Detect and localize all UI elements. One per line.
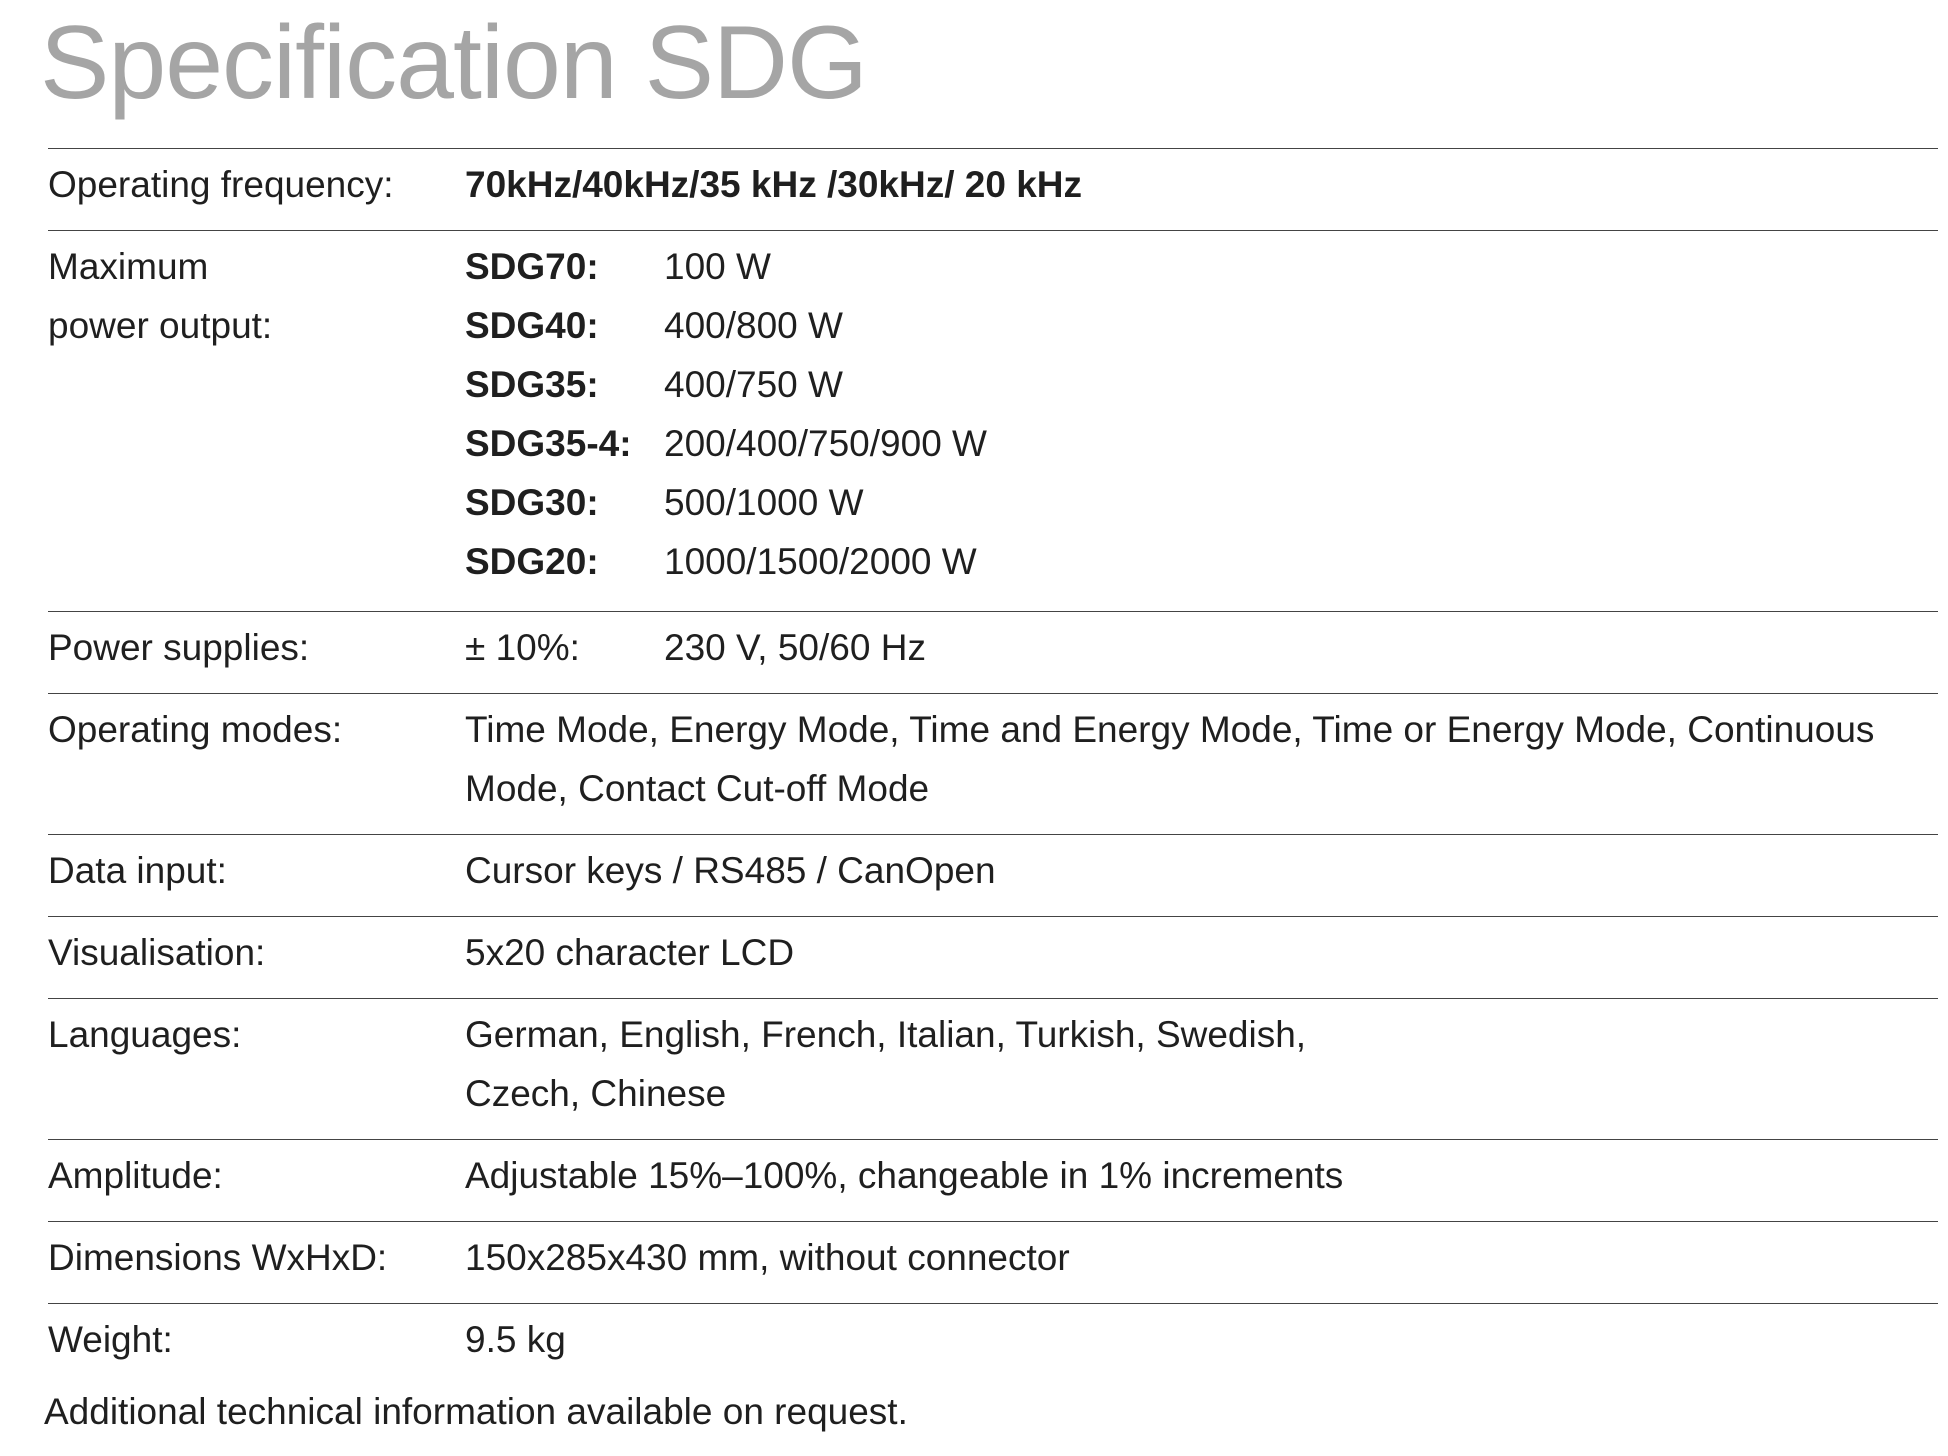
model-power: 400/800 W: [664, 305, 843, 346]
model-row: [465, 414, 1938, 473]
spec-label: Visualisation:: [48, 932, 266, 973]
spec-table: [48, 148, 1938, 1386]
model-power: 400/750 W: [664, 364, 843, 405]
spec-label: Power supplies:: [48, 627, 310, 668]
spec-value: [465, 700, 1938, 834]
model-power: 500/1000 W: [664, 482, 864, 523]
model-name: SDG30:: [465, 482, 599, 523]
model-power: 1000/1500/2000 W: [664, 541, 977, 582]
spec-label: Operating modes:: [48, 709, 343, 750]
spec-value: 5x20 character LCD: [465, 932, 795, 973]
spec-row-weight: [48, 1304, 1938, 1386]
spec-value-line: German, English, French, Italian, Turkish, Swedish,: [465, 1014, 1307, 1055]
model-row: [465, 355, 1938, 414]
tolerance-label: ± 10%:: [465, 627, 580, 668]
spec-label: Dimensions WxHxD:: [48, 1237, 388, 1278]
spec-row-data-input: [48, 835, 1938, 917]
spec-label-line: Maximum: [48, 246, 209, 287]
spec-row-amplitude: [48, 1140, 1938, 1222]
spec-value: 9.5 kg: [465, 1319, 566, 1360]
supply-value: 230 V, 50/60 Hz: [664, 627, 926, 668]
spec-row-visualisation: [48, 917, 1938, 999]
spec-label: Weight:: [48, 1319, 173, 1360]
spec-value: [465, 1005, 1938, 1139]
spec-value: [465, 618, 1938, 693]
model-name: SDG35-4:: [465, 423, 632, 464]
model-row: [465, 296, 1938, 355]
spec-row-operating-frequency: [48, 149, 1938, 231]
model-power-list: [465, 237, 1938, 611]
model-name: SDG20:: [465, 541, 599, 582]
model-row: [465, 532, 1938, 591]
spec-label: Languages:: [48, 1014, 242, 1055]
spec-label: Data input:: [48, 850, 227, 891]
spec-value: Cursor keys / RS485 / CanOpen: [465, 850, 996, 891]
model-power: 200/400/750/900 W: [664, 423, 987, 464]
model-name: SDG35:: [465, 364, 599, 405]
spec-value-line: Czech, Chinese: [465, 1073, 727, 1114]
page-title: Specification SDG: [40, 5, 867, 121]
model-name: SDG40:: [465, 305, 599, 346]
spec-row-dimensions: [48, 1222, 1938, 1304]
spec-row-languages: [48, 999, 1938, 1140]
model-name: SDG70:: [465, 246, 599, 287]
footer-note: Additional technical information available on request.: [44, 1391, 908, 1432]
spec-label: [48, 237, 465, 611]
spec-label-line: power output:: [48, 305, 273, 346]
spec-value: Adjustable 15%–100%, changeable in 1% increments: [465, 1155, 1344, 1196]
model-row: [465, 473, 1938, 532]
spec-row-operating-modes: [48, 694, 1938, 835]
spec-label: Amplitude:: [48, 1155, 223, 1196]
spec-value-line: Mode, Contact Cut-off Mode: [465, 768, 930, 809]
spec-label: Operating frequency:: [48, 164, 394, 205]
model-row: [465, 237, 1938, 296]
spec-value: 150x285x430 mm, without connector: [465, 1237, 1070, 1278]
spec-row-power-supplies: [48, 612, 1938, 694]
model-power: 100 W: [664, 246, 771, 287]
spec-row-max-power: [48, 231, 1938, 612]
spec-value: 70kHz/40kHz/35 kHz /30kHz/ 20 kHz: [465, 164, 1083, 205]
spec-value-line: Time Mode, Energy Mode, Time and Energy Mode, Time or Energy Mode, Continuous: [465, 709, 1875, 750]
